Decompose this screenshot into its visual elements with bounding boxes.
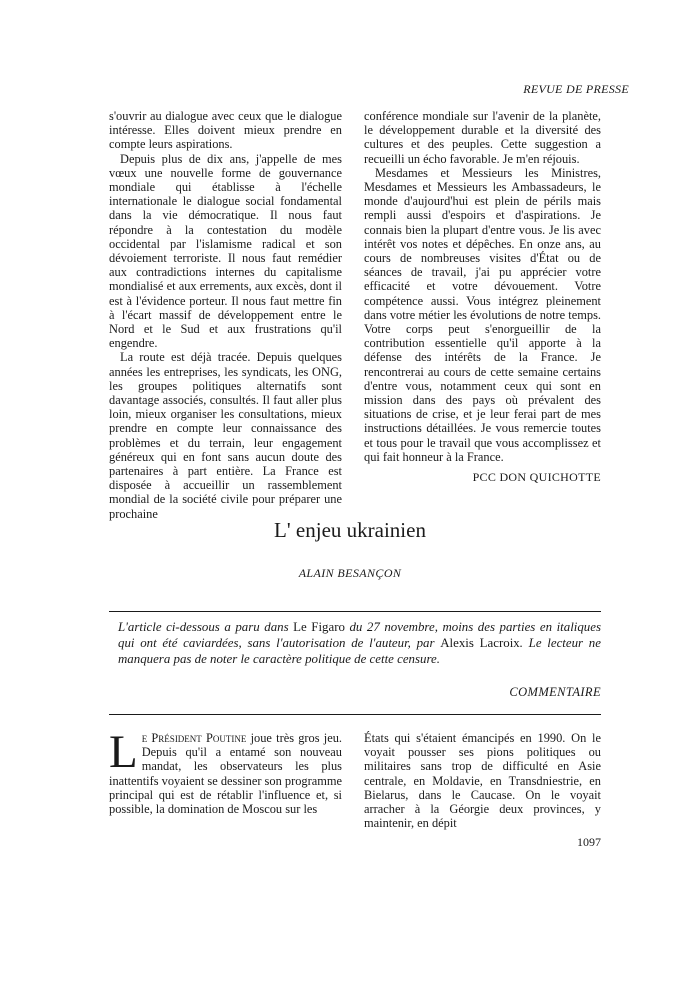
lead-in: e Président Poutine — [141, 731, 247, 745]
paragraph: conférence mondiale sur l'avenir de la planète, le développement durable et la diversité des cultures et des peuples. Cette suggestion a recueilli un écho favorable. Je m'en réjouis. — [364, 109, 601, 166]
page-number: 1097 — [577, 835, 601, 849]
article-author: ALAIN BESANÇON — [298, 566, 402, 580]
article-body-right-column — [364, 731, 601, 830]
signature: PCC DON QUICHOTTE — [472, 470, 601, 485]
paragraph: La route est déjà tracée. Depuis quelques années les entreprises, les syndicats, les ONG, les groupes politiques alternatifs sont davantage associés, consultés. Il faut aller plus loin, mieux organiser les consultations, mieux prendre en compte leur connaissance des problèmes et du terrain, leur engagement généreux qui en font sans aucun doute des partenaires à part entière. La France est disposée à accueillir un rassemblement mondial de la société civile pour préparer une prochaine — [109, 350, 342, 521]
divider — [109, 611, 601, 612]
newspaper-name: Le Figaro — [293, 620, 345, 634]
paragraph: Mesdames et Messieurs les Ministres, Mesdames et Messieurs les Ambassadeurs, le monde d'aujourd'hui est plein de périls mais rempli aussi d'espoirs et d'aspirations. Je connais bien la plupart d'entre vous. Je lis avec intérêt vos notes et dépêches. En onze ans, au cours de nombreuses visites d'État ou de séances de travail, j'ai pu apprécier votre efficacité et votre dévouement. Votre compétence aussi. Vous intégrez pleinement dans votre métier les évolutions de notre temps. Votre corps peut s'enorgueillir de la contribution essentielle qu'il apporte à la défense des intérêts de la France. Je rencontrerai au cours de cette semaine certains d'entre vous, notamment ceux qui sont en mission dans des pays où prévalent des situations de crise, et je leur ferai part de mes instructions détaillées. Je vous remercie toutes et tous pour le travail que vous accomplissez et qui fait honneur à la France. — [364, 165, 601, 464]
divider — [109, 714, 601, 715]
editorial-note-text: du 27 novembre, moins des parties en italiques qui ont été caviardées, sans l'autorisation de l'auteur, par — [118, 620, 601, 650]
paragraph-text: joue très gros jeu. Depuis qu'il a entamé son nouveau mandat, les observateurs les plus inattentifs voyaient se dessiner son programme principal qui est de rétablir l'influence et, si possible, la domination de Moscou sur les — [109, 731, 342, 817]
editorial-note-text: L'article ci-dessous a paru dans — [118, 620, 294, 634]
article-body-left-column — [109, 726, 342, 817]
drop-cap: L — [109, 726, 138, 778]
paragraph: Depuis plus de dix ans, j'appelle de mes vœux une nouvelle forme de gouvernance mondiale qui établisse à l'échelle internationale le dialogue social fondamental dans la vie démocratique. Il nous faut répondre à la contestation du modèle occidental par l'islamisme radical et son dévoiement terroriste. Il nous faut remédier aux contradictions internes du capitalisme mondialisé et aux errements, aux excès, dont il est à l'évidence porteur. Il nous faut mettre fin à l'écart massif de développement entre le Nord et le Sud et aux frustrations qu'il engendre. — [109, 151, 342, 351]
top-right-column — [364, 109, 601, 484]
journal-label: COMMENTAIRE — [509, 685, 601, 699]
top-left-column — [109, 109, 342, 521]
paragraph: s'ouvrir au dialogue avec ceux que le dialogue intéresse. Elles doivent mieux prendre en compte leurs aspirations. — [109, 109, 342, 152]
paragraph — [109, 726, 342, 817]
article-title: L' enjeu ukrainien — [274, 518, 426, 542]
running-header: REVUE DE PRESSE — [523, 82, 629, 96]
editorial-note-text: . Le lecteur ne manquera pas de noter le caractère politique de cette censure. — [118, 636, 601, 666]
editor-name: Alexis Lacroix — [440, 636, 520, 650]
paragraph: États qui s'étaient émancipés en 1990. On le voyait pousser ses pions politiques ou militaires sans trop de difficulté en Asie centrale, en Moldavie, en Transdniestrie, en Bielarus, dans le Caucase. On le voyait arracher à la Géorgie deux provinces, y maintenir, en dépit — [364, 731, 601, 831]
editorial-note — [118, 619, 601, 667]
